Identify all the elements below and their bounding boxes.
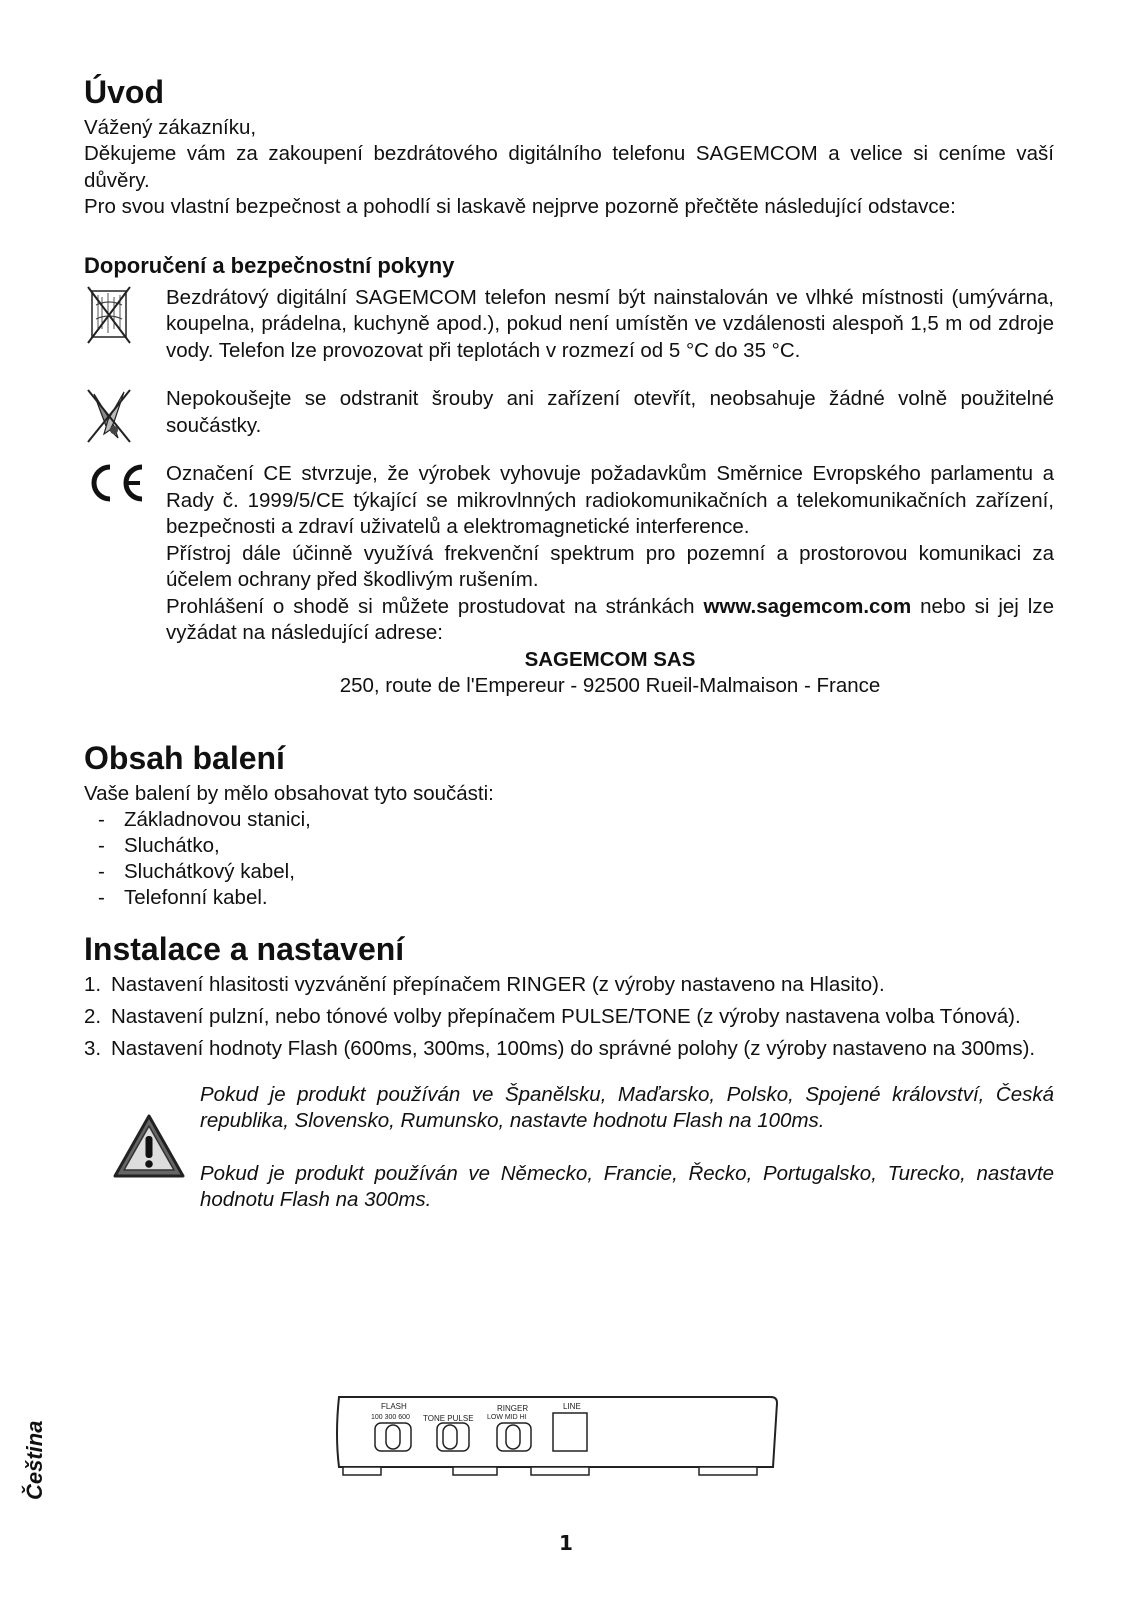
tools-warning	[84, 386, 1054, 439]
company-name: SAGEMCOM SAS	[524, 647, 696, 671]
package-section	[84, 740, 1054, 911]
recommendations-title: Doporučení a bezpečnostní pokyny	[84, 252, 455, 278]
flash-values: 100 300 600	[371, 1414, 410, 1421]
install-section	[84, 931, 1054, 1214]
no-bathroom-icon	[84, 285, 134, 350]
warning-text-1: Pokud je produkt používán ve Španělsku, Maďarsko, Polsko, Spojené království, Česká republika, Slovensko, Rumunsko, nastavte hodnotu Flash na 100ms.	[200, 1082, 1054, 1133]
base-station-diagram	[335, 1395, 780, 1485]
package-list	[84, 807, 1054, 911]
install-step: 2. Nastavení pulzní, nebo tónové volby přepínačem PULSE/TONE (z výroby nastavena volba Tónová).	[84, 1004, 1021, 1028]
ce-text: Označení CE stvrzuje, že výrobek vyhovuje požadavkům Směrnice Evropského parlamentu a Rady č. 1999/5/CE týkající se mikrovlnných radiokomunikačních a telekomunikačních zařízení, bezpečnosti a zdraví uživatelů a elektromagnetické interference.	[166, 462, 1054, 539]
declaration-prefix: Prohlášení o shodě si můžete prostudovat na stránkách	[166, 594, 704, 618]
recommendations-section	[84, 253, 1054, 700]
intro-thanks: Děkujeme vám za zakoupení bezdrátového digitálního telefonu SAGEMCOM a velice si ceníme vaší důvěry.	[84, 142, 1054, 192]
list-item: - Sluchátko,	[98, 834, 220, 858]
list-item: - Telefonní kabel.	[98, 886, 268, 910]
ce-mark-icon	[82, 463, 146, 508]
declaration-suffix: nebo si jej lze vyžádat na následující adrese:	[166, 594, 1054, 645]
intro-safety-note: Pro svou vlastní bezpečnost a pohodlí si laskavě nejprve pozorně přečtěte následující odstavce:	[84, 195, 956, 219]
no-screwdriver-icon	[84, 386, 134, 449]
ringer-values: LOW MID HI	[487, 1414, 527, 1421]
page-content	[84, 74, 1054, 1214]
website-link[interactable]: www.sagemcom.com	[703, 594, 912, 618]
intro-greeting: Vážený zákazníku,	[84, 115, 257, 139]
intro-title: Úvod	[84, 74, 164, 110]
line-label: LINE	[563, 1402, 581, 1411]
tools-warning-text: Nepokoušejte se odstranit šrouby ani zařízení otevřít, neobsahuje žádné volně použitelné součástky.	[166, 387, 1054, 437]
tone-pulse-label: TONE PULSE	[423, 1414, 474, 1423]
install-step: 1. Nastavení hlasitosti vyzvánění přepínačem RINGER (z výroby nastaveno na Hlasito).	[84, 972, 885, 996]
language-label: Čeština	[22, 1420, 47, 1500]
ringer-label: RINGER	[497, 1404, 529, 1413]
tone-pulse-switch[interactable]	[437, 1423, 469, 1451]
flash-switch[interactable]	[375, 1423, 411, 1451]
flash-label: FLASH	[381, 1402, 407, 1411]
company-address: 250, route de l'Empereur - 92500 Rueil-Malmaison - France	[339, 674, 881, 698]
line-socket[interactable]	[553, 1413, 587, 1451]
package-intro: Vaše balení by mělo obsahovat tyto součásti:	[84, 781, 494, 805]
water-warning-text: Bezdrátový digitální SAGEMCOM telefon nesmí být nainstalován ve vlhké místnosti (umývárna, koupelna, prádelna, kuchyně apod.), pokud není umístěn ve vzdálenosti alespoň 1,5 m od zdroje vody. Telefon lze provozovat při teplotách v rozmezí od 5 °C do 35 °C.	[166, 285, 1054, 362]
intro-section	[84, 74, 1054, 221]
warning-text-2: Pokud je produkt používán ve Německo, Francie, Řecko, Portugalsko, Turecko, nastavte hodnotu Flash na 300ms.	[200, 1161, 1054, 1212]
declaration-text	[166, 594, 1054, 647]
water-warning	[84, 285, 1054, 365]
install-steps	[84, 972, 1054, 1062]
ce-declaration	[84, 461, 1054, 700]
warning-triangle-icon	[111, 1112, 187, 1187]
flash-warning	[84, 1082, 1054, 1214]
install-step: 3. Nastavení hodnoty Flash (600ms, 300ms, 100ms) do správné polohy (z výroby nastaveno na 300ms).	[84, 1036, 1036, 1060]
install-title: Instalace a nastavení	[84, 931, 405, 968]
page-number: 1	[559, 1531, 573, 1555]
list-item: - Sluchátkový kabel,	[98, 860, 295, 884]
ringer-switch[interactable]	[497, 1423, 531, 1451]
spectrum-text: Přístroj dále účinně využívá frekvenční spektrum pro pozemní a prostorovou komunikaci za účelem ochrany před škodlivým rušením.	[166, 541, 1054, 592]
package-title: Obsah balení	[84, 739, 285, 776]
list-item: - Základnovou stanici,	[98, 808, 311, 832]
